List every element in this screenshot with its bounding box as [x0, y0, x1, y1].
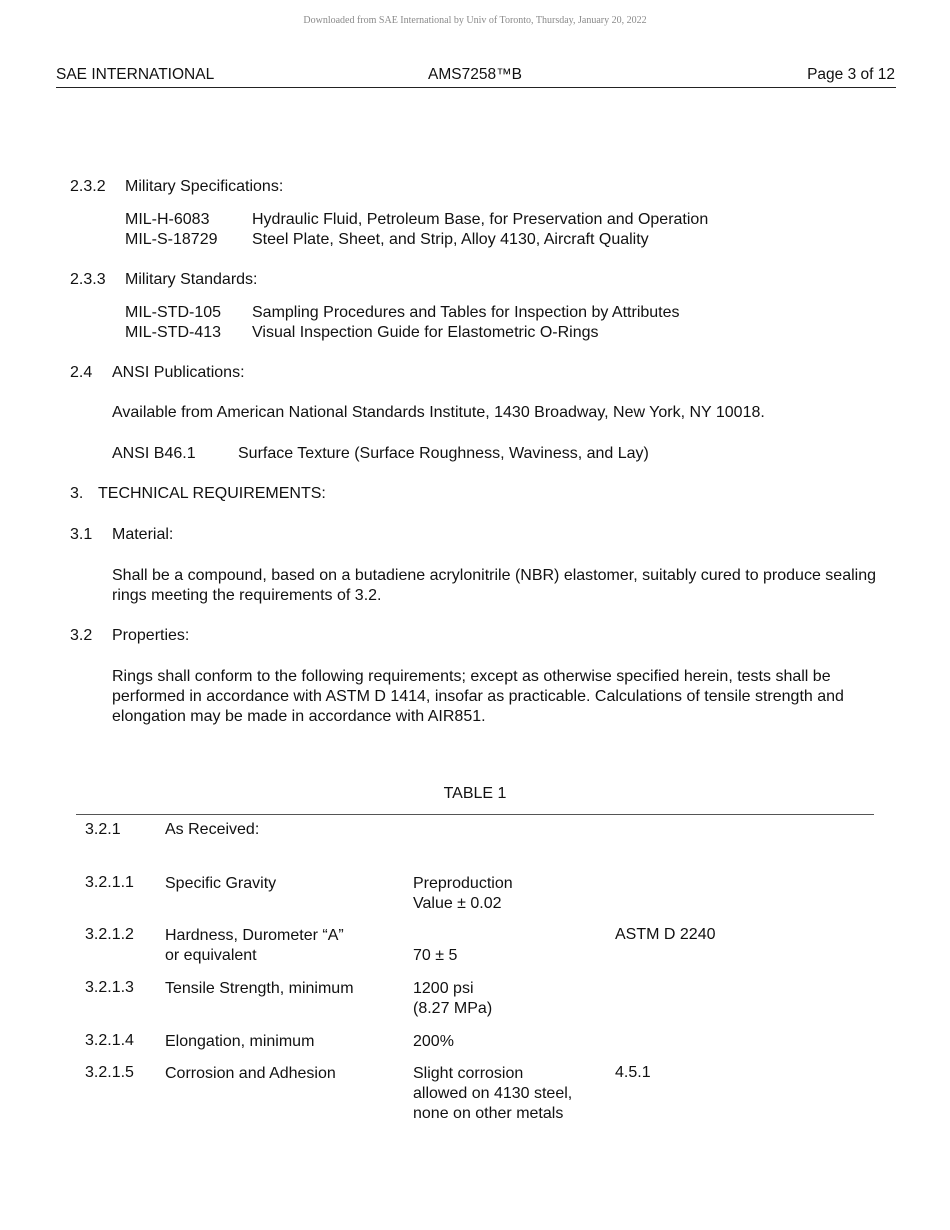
row-property: Specific Gravity — [165, 875, 277, 892]
row-property: Hardness, Durometer “A” or equivalent — [165, 927, 344, 964]
row-number: 3.2.1.4 — [85, 1032, 134, 1049]
row-requirement: 1200 psi (8.27 MPa) — [413, 980, 493, 1017]
standard-description: Visual Inspection Guide for Elastometric O-Rings — [252, 324, 599, 341]
material-paragraph: Shall be a compound, based on a butadiene acrylonitrile (NBR) elastomer, suitably cured to produce sealing rings meeting the requirements of 3.2. — [112, 567, 876, 604]
table-group-label: As Received: — [165, 821, 260, 838]
section-3-1-title: Material: — [112, 526, 174, 543]
row-number: 3.2.1.1 — [85, 874, 134, 891]
row-number: 3.2.1.5 — [85, 1064, 134, 1081]
section-2-3-2-number: 2.3.2 — [70, 178, 106, 195]
table-top-rule — [76, 814, 874, 815]
row-test-method: ASTM D 2240 — [615, 926, 716, 943]
row-test-method: 4.5.1 — [615, 1064, 651, 1081]
spec-code: MIL-H-6083 — [125, 211, 210, 228]
row-requirement: Preproduction Value ± 0.02 — [413, 875, 513, 912]
table-group-number: 3.2.1 — [85, 821, 121, 838]
section-3-2-title: Properties: — [112, 627, 190, 644]
download-watermark: Downloaded from SAE International by Univ of Toronto, Thursday, January 20, 2022 — [303, 15, 647, 26]
header-organization: SAE INTERNATIONAL — [56, 66, 215, 83]
row-requirement: Slight corrosion allowed on 4130 steel, none on other metals — [413, 1065, 573, 1122]
table-title: TABLE 1 — [443, 785, 507, 802]
ansi-description: Surface Texture (Surface Roughness, Waviness, and Lay) — [238, 445, 649, 462]
standard-code: MIL-STD-105 — [125, 304, 222, 321]
row-requirement: 200% — [413, 1033, 454, 1050]
row-requirement: 70 ± 5 — [413, 947, 458, 964]
header-document-number: AMS7258™B — [428, 66, 522, 83]
section-2-4-title: ANSI Publications: — [112, 364, 245, 381]
header-divider — [56, 87, 896, 88]
header-page-number: Page 3 of 12 — [807, 66, 895, 83]
row-number: 3.2.1.3 — [85, 979, 134, 996]
section-3-1-number: 3.1 — [70, 526, 93, 543]
section-2-4-number: 2.4 — [70, 364, 93, 381]
section-3-2-number: 3.2 — [70, 627, 93, 644]
section-2-3-3-title: Military Standards: — [125, 271, 258, 288]
row-property: Tensile Strength, minimum — [165, 980, 354, 997]
section-2-3-2-title: Military Specifications: — [125, 178, 284, 195]
spec-description: Hydraulic Fluid, Petroleum Base, for Preservation and Operation — [252, 211, 709, 228]
row-number: 3.2.1.2 — [85, 926, 134, 943]
standard-code: MIL-STD-413 — [125, 324, 222, 341]
section-3-title: TECHNICAL REQUIREMENTS: — [98, 485, 326, 502]
row-property: Elongation, minimum — [165, 1033, 315, 1050]
row-property: Corrosion and Adhesion — [165, 1065, 336, 1082]
ansi-code: ANSI B46.1 — [112, 445, 196, 462]
section-2-3-3-number: 2.3.3 — [70, 271, 106, 288]
spec-code: MIL-S-18729 — [125, 231, 218, 248]
properties-paragraph: Rings shall conform to the following requirements; except as otherwise specified herein, tests shall be performed in accordance with ASTM D 1414, insofar as practicable. Calculations of tensile strength and elongation may be made in accordance with AIR851. — [112, 668, 844, 725]
spec-description: Steel Plate, Sheet, and Strip, Alloy 4130, Aircraft Quality — [252, 231, 649, 248]
standard-description: Sampling Procedures and Tables for Inspection by Attributes — [252, 304, 680, 321]
ansi-availability-text: Available from American National Standards Institute, 1430 Broadway, New York, NY 10018. — [112, 404, 765, 421]
section-3-number: 3. — [70, 485, 84, 502]
